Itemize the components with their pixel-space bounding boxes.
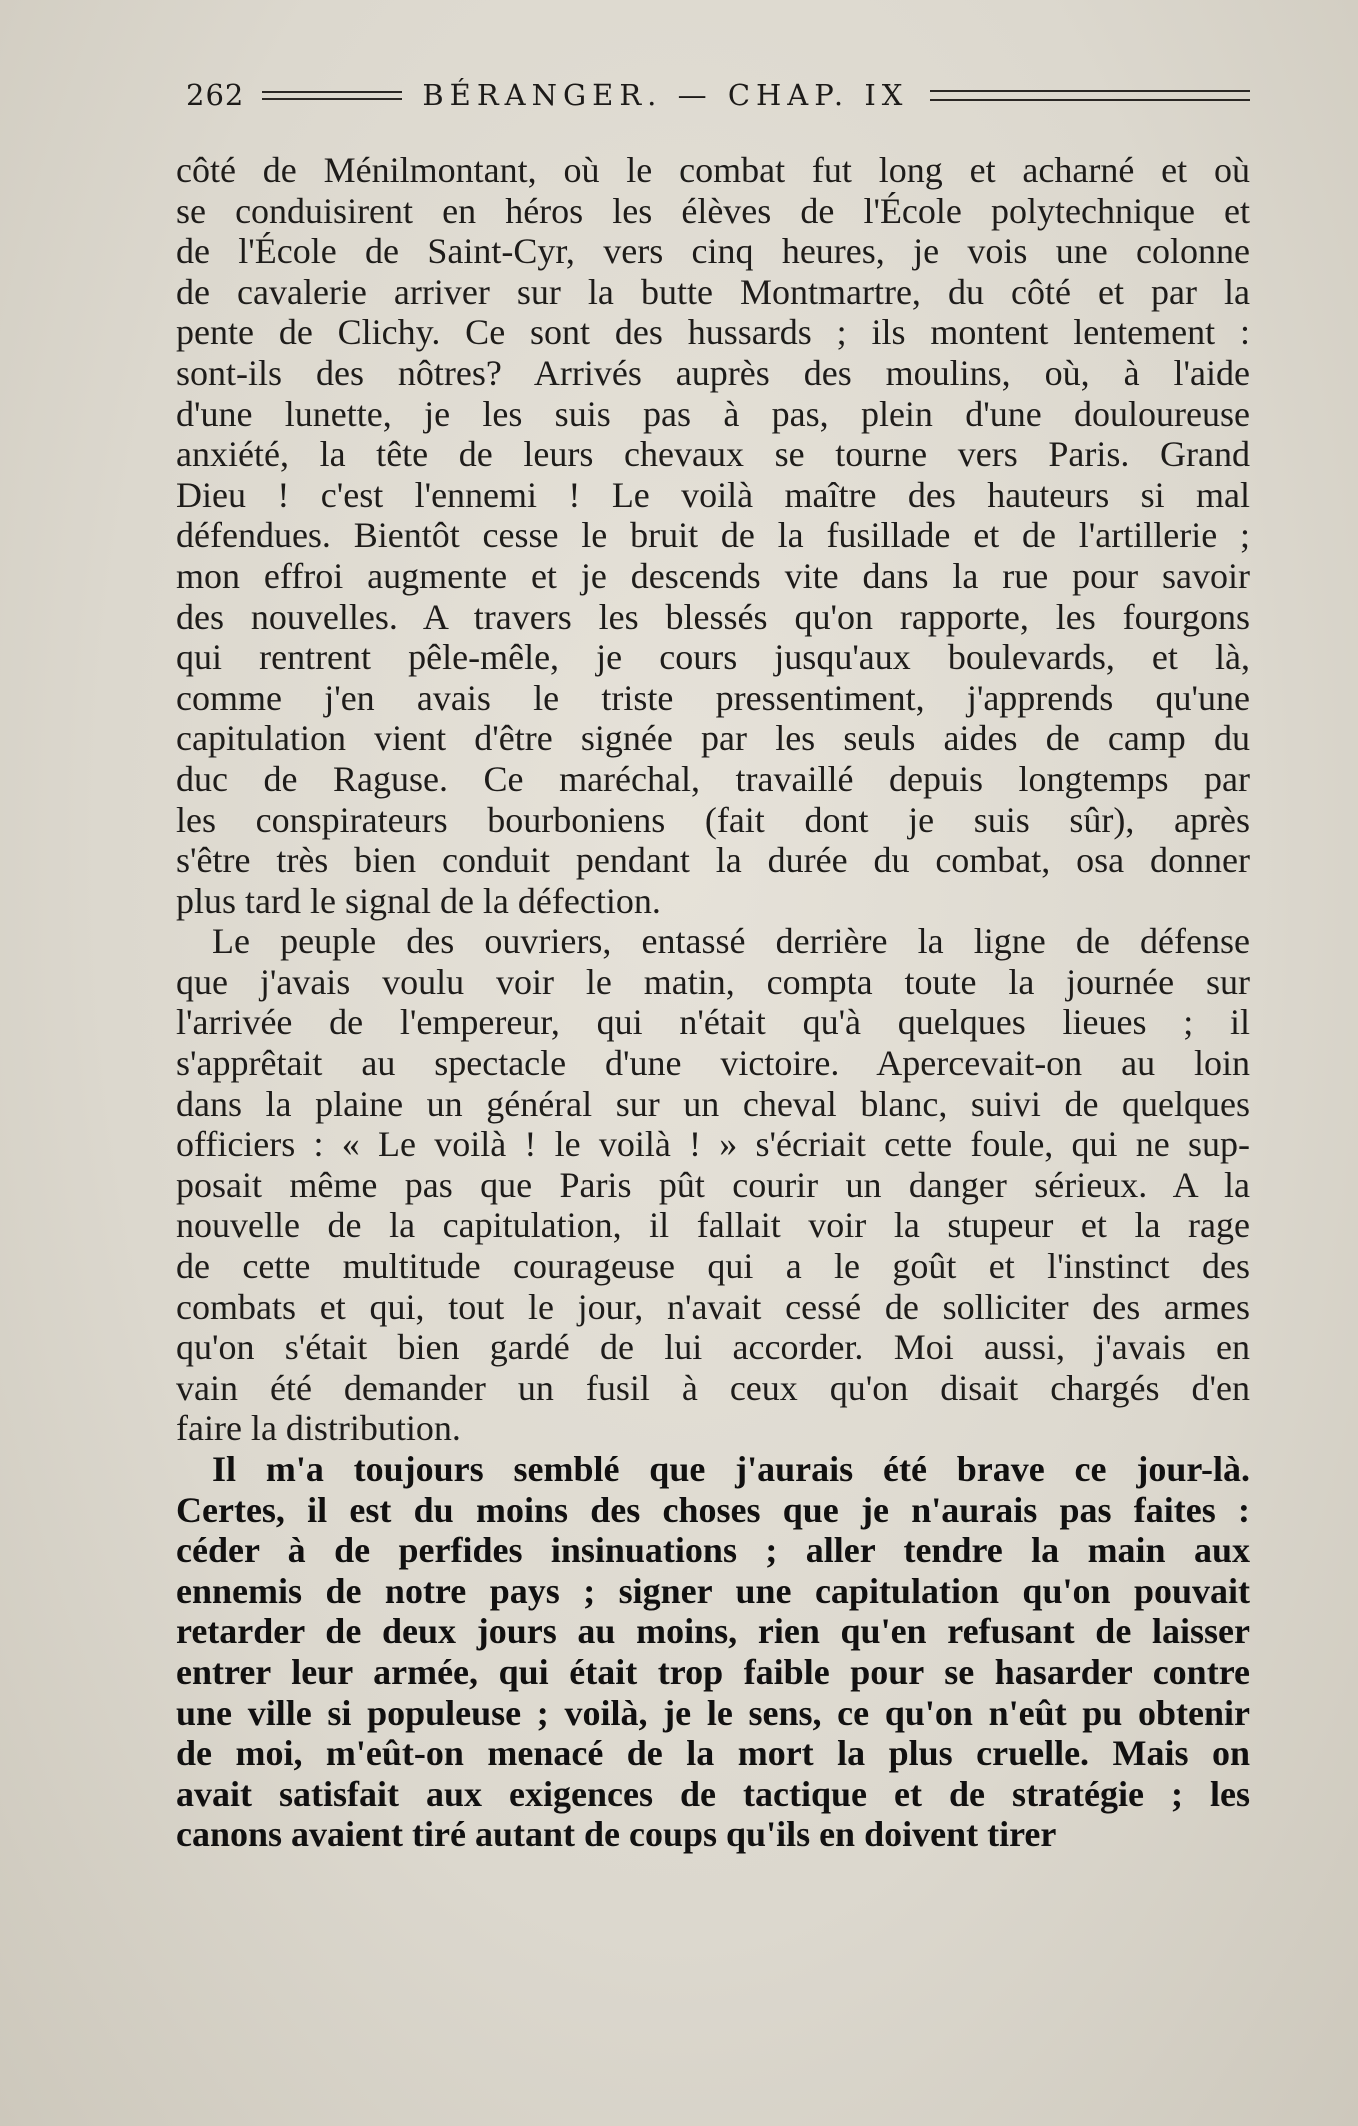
page-number: 262 bbox=[186, 78, 245, 112]
text-line: défendues. Bientôt cesse le bruit de la fusillade et de l'artillerie ; bbox=[176, 515, 1250, 556]
paragraph bbox=[176, 1449, 1250, 1855]
text-line: dans la plaine un général sur un cheval blanc, suivi de quelques bbox=[176, 1083, 1250, 1124]
text-line: anxiété, la tête de leurs chevaux se tourne vers Paris. Grand bbox=[176, 434, 1250, 475]
text-line: les conspirateurs bourboniens (fait dont je suis sûr), après bbox=[176, 799, 1250, 840]
text-line: se conduisirent en héros les élèves de l'École polytechnique et bbox=[176, 190, 1250, 231]
text-line: avait satisfait aux exigences de tactique et de stratégie ; les bbox=[176, 1773, 1250, 1814]
text-line: vain été demander un fusil à ceux qu'on disait chargés d'en bbox=[176, 1367, 1250, 1408]
text-line: plus tard le signal de la défection. bbox=[176, 880, 661, 921]
text-line: ennemis de notre pays ; signer une capitulation qu'on pouvait bbox=[176, 1570, 1250, 1611]
text-line: Dieu ! c'est l'ennemi ! Le voilà maître des hauteurs si mal bbox=[176, 474, 1250, 515]
text-line: mon effroi augmente et je descends vite dans la rue pour savoir bbox=[176, 555, 1250, 596]
text-line: combats et qui, tout le jour, n'avait cessé de solliciter des armes bbox=[176, 1286, 1250, 1327]
text-line: côté de Ménilmontant, où le combat fut long et acharné et où bbox=[176, 150, 1250, 190]
text-line: entrer leur armée, qui était trop faible pour se hasarder contre bbox=[176, 1651, 1250, 1692]
text-line: de l'École de Saint-Cyr, vers cinq heures, je vois une colonne bbox=[176, 231, 1250, 272]
body-text bbox=[176, 150, 1250, 1855]
header-rule-left bbox=[262, 91, 402, 100]
text-line: d'une lunette, je les suis pas à pas, plein d'une douloureuse bbox=[176, 393, 1250, 434]
text-line: duc de Raguse. Ce maréchal, travaillé depuis longtemps par bbox=[176, 758, 1250, 799]
text-line: céder à de perfides insinuations ; aller tendre la main aux bbox=[176, 1530, 1250, 1571]
text-line: de cette multitude courageuse qui a le goût et l'instinct des bbox=[176, 1246, 1250, 1287]
text-line: une ville si populeuse ; voilà, je le sens, ce qu'on n'eût pu obtenir bbox=[176, 1692, 1250, 1733]
text-line: canons avaient tiré autant de coups qu'ils en doivent tirer bbox=[176, 1814, 1057, 1855]
paragraph bbox=[176, 921, 1250, 1449]
page-header bbox=[186, 70, 1250, 120]
text-line: Il m'a toujours semblé que j'aurais été brave ce jour-là. bbox=[212, 1449, 1250, 1489]
text-line: officiers : « Le voilà ! le voilà ! » s'écriait cette foule, qui ne sup- bbox=[176, 1124, 1250, 1165]
text-line: retarder de deux jours au moins, rien qu'en refusant de laisser bbox=[176, 1611, 1250, 1652]
header-rule-right bbox=[930, 90, 1250, 101]
text-line: qui rentrent pêle-mêle, je cours jusqu'aux boulevards, et là, bbox=[176, 637, 1250, 678]
text-line: posait même pas que Paris pût courir un danger sérieux. A la bbox=[176, 1164, 1250, 1205]
text-line: nouvelle de la capitulation, il fallait voir la stupeur et la rage bbox=[176, 1205, 1250, 1246]
text-line: pente de Clichy. Ce sont des hussards ; ils montent lentement : bbox=[176, 312, 1250, 353]
text-line: de cavalerie arriver sur la butte Montmartre, du côté et par la bbox=[176, 271, 1250, 312]
text-line: s'être très bien conduit pendant la durée du combat, osa donner bbox=[176, 840, 1250, 881]
text-line: Certes, il est du moins des choses que je n'aurais pas faites : bbox=[176, 1489, 1250, 1530]
text-line: de moi, m'eût-on menacé de la mort la plus cruelle. Mais on bbox=[176, 1733, 1250, 1774]
text-line: que j'avais voulu voir le matin, compta toute la journée sur bbox=[176, 961, 1250, 1002]
text-line: comme j'en avais le triste pressentiment, j'apprends qu'une bbox=[176, 677, 1250, 718]
text-line: capitulation vient d'être signée par les seuls aides de camp du bbox=[176, 718, 1250, 759]
running-head: BÉRANGER. — CHAP. IX bbox=[422, 78, 909, 112]
text-line: s'apprêtait au spectacle d'une victoire. Apercevait-on au loin bbox=[176, 1043, 1250, 1084]
text-line: Le peuple des ouvriers, entassé derrière la ligne de défense bbox=[212, 921, 1250, 962]
text-line: sont-ils des nôtres? Arrivés auprès des moulins, où, à l'aide bbox=[176, 352, 1250, 393]
paragraph bbox=[176, 150, 1250, 921]
text-line: qu'on s'était bien gardé de lui accorder. Moi aussi, j'avais en bbox=[176, 1327, 1250, 1368]
paragraphs bbox=[176, 150, 1250, 1855]
text-line: des nouvelles. A travers les blessés qu'on rapporte, les fourgons bbox=[176, 596, 1250, 637]
text-line: faire la distribution. bbox=[176, 1408, 461, 1449]
text-line: l'arrivée de l'empereur, qui n'était qu'à quelques lieues ; il bbox=[176, 1002, 1250, 1043]
